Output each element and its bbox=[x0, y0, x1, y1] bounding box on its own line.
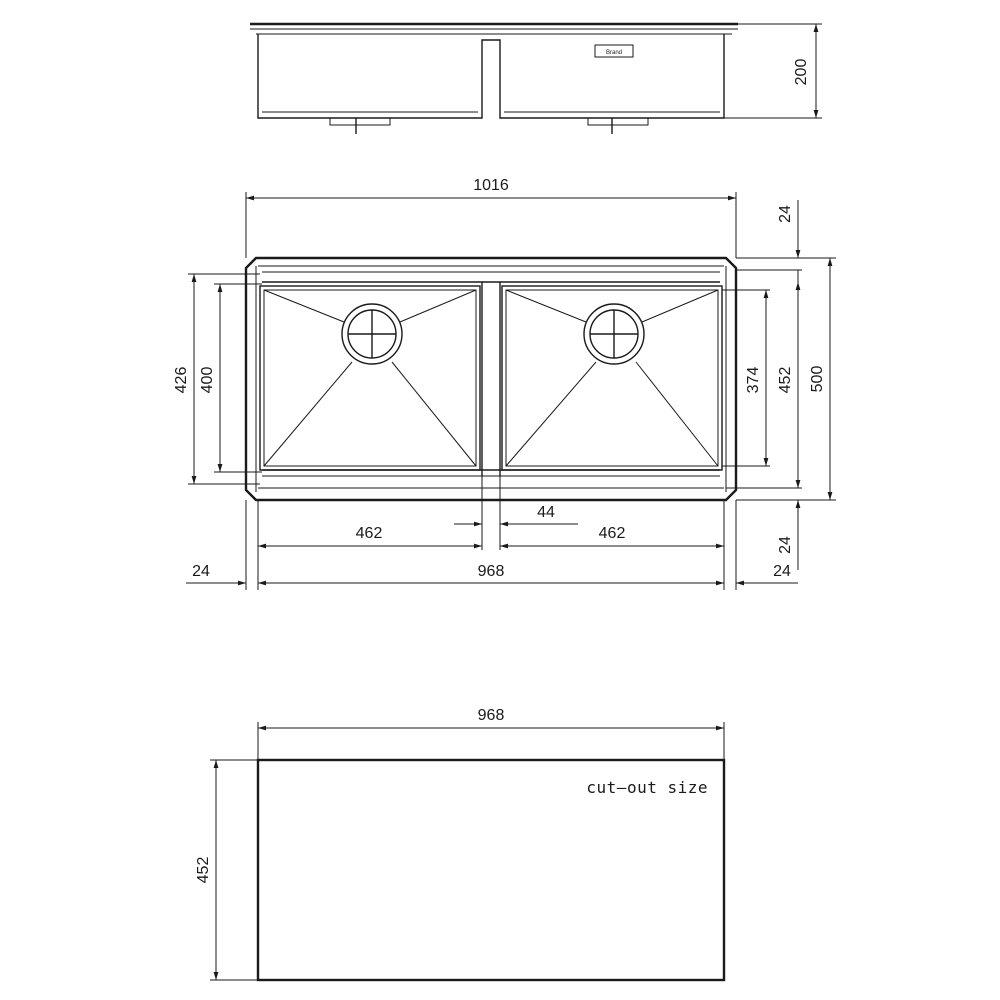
inner-width-dim: 968 bbox=[477, 563, 505, 580]
right-flange-dim: 24 bbox=[773, 563, 791, 580]
left-outer-height-dim: 426 bbox=[173, 366, 190, 394]
brand-label: Brand bbox=[605, 50, 623, 56]
bowl-divider bbox=[482, 282, 500, 476]
left-drain-icon bbox=[342, 304, 402, 364]
left-flange-dim: 24 bbox=[192, 563, 210, 580]
cutout-view bbox=[195, 707, 724, 980]
top-view bbox=[173, 177, 836, 590]
sink-outer-flange bbox=[246, 258, 736, 500]
cutout-height-dim: 452 bbox=[195, 856, 212, 884]
overall-depth-dim: 500 bbox=[809, 365, 826, 393]
side-height-dim: 200 bbox=[793, 58, 810, 86]
left-bowl bbox=[260, 286, 480, 470]
left-drain-outlet bbox=[330, 118, 390, 134]
divider-width-dim: 44 bbox=[537, 504, 555, 521]
cutout-size-label: cut–out size bbox=[586, 778, 708, 797]
bowl-height-dim: 452 bbox=[777, 366, 794, 394]
left-inner-height-dim: 400 bbox=[199, 366, 216, 394]
bottom-flange-dim: 24 bbox=[777, 536, 794, 554]
right-bowl bbox=[502, 286, 722, 470]
side-view bbox=[250, 24, 822, 134]
top-flange-dim: 24 bbox=[777, 205, 794, 223]
right-inner-height-dim: 374 bbox=[745, 366, 762, 394]
cutout-width-dim: 968 bbox=[477, 707, 505, 724]
right-drain-icon bbox=[584, 304, 644, 364]
brand-badge bbox=[595, 45, 633, 57]
overall-width-dim: 1016 bbox=[473, 177, 509, 194]
right-bowl-width-dim: 462 bbox=[598, 525, 626, 542]
right-drain-outlet bbox=[588, 118, 648, 134]
left-bowl-width-dim: 462 bbox=[355, 525, 383, 542]
